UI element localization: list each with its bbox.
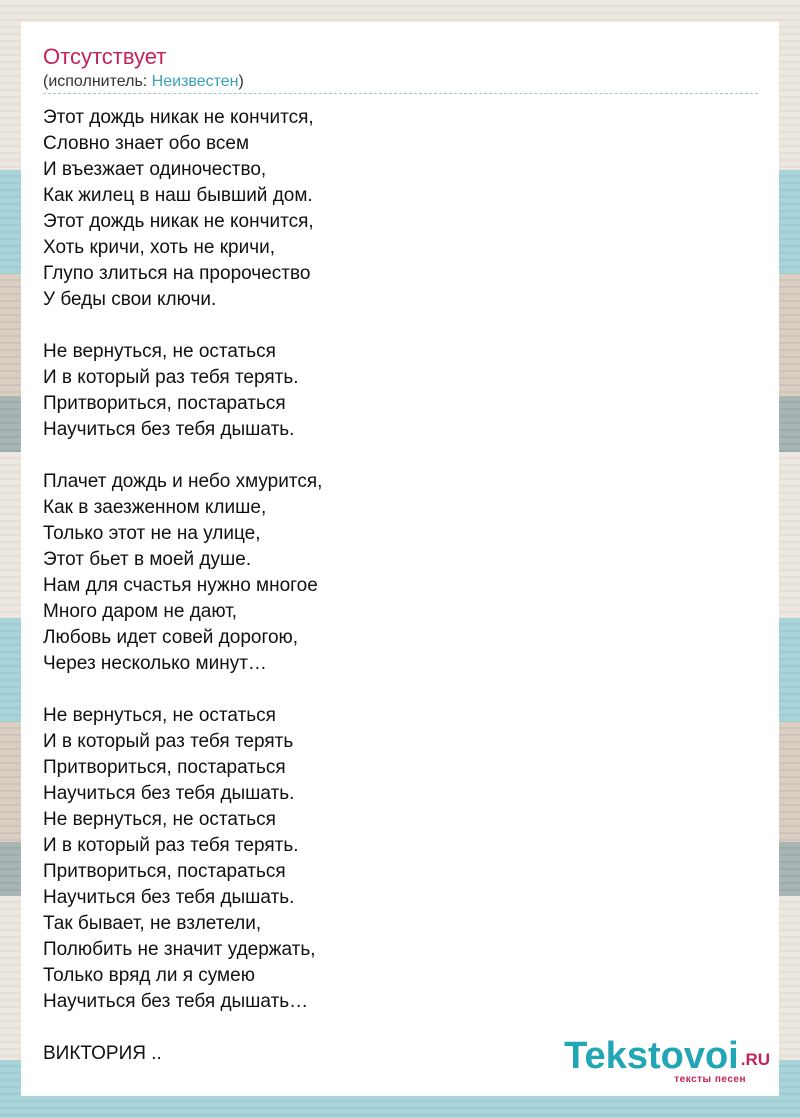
lyric-line: Только этот не на улице, xyxy=(43,523,261,544)
lyric-line: Притвориться, постараться xyxy=(43,393,286,414)
artist-suffix: ) xyxy=(238,73,244,90)
lyric-line: Так бывает, не взлетели, xyxy=(43,913,262,934)
lyric-line: И в который раз тебя терять xyxy=(43,731,294,752)
lyric-line: Словно знает обо всем xyxy=(43,133,250,154)
lyric-line: Научиться без тебя дышать. xyxy=(43,783,295,804)
lyric-line: Только вряд ли я сумею xyxy=(43,965,255,986)
tekstovoi-logo[interactable] xyxy=(560,1034,770,1096)
lyric-line: Глупо злиться на пророчество xyxy=(43,263,311,284)
lyric-line: Этот бьет в моей душе. xyxy=(43,549,252,570)
artist-line xyxy=(43,72,244,92)
lyrics-sheet xyxy=(21,22,779,1096)
logo-name: Tekstovoi xyxy=(564,1035,739,1077)
stanza-gap xyxy=(43,677,322,703)
lyric-line: Научиться без тебя дышать. xyxy=(43,887,295,908)
lyric-line: Притвориться, постараться xyxy=(43,861,286,882)
lyrics-footer: ВИКТОРИЯ .. xyxy=(43,1043,162,1064)
artist-prefix: (исполнитель: xyxy=(43,73,152,90)
lyric-line: И в который раз тебя терять. xyxy=(43,835,299,856)
lyric-line: Плачет дождь и небо хмурится, xyxy=(43,471,323,492)
lyric-line: Много даром не дают, xyxy=(43,601,238,622)
lyric-line: Хоть кричи, хоть не кричи, xyxy=(43,237,275,258)
lyric-line: Любовь идет совей дорогою, xyxy=(43,627,299,648)
lyric-line: Как в заезженном клише, xyxy=(43,497,267,518)
lyric-line: Научиться без тебя дышать. xyxy=(43,419,295,440)
lyric-line: Научиться без тебя дышать… xyxy=(43,991,309,1012)
stanza-gap xyxy=(43,1015,322,1041)
lyric-line: И в который раз тебя терять. xyxy=(43,367,299,388)
lyric-line: Не вернуться, не остаться xyxy=(43,341,276,362)
logo-tld: .RU xyxy=(740,1050,770,1069)
lyric-line: И въезжает одиночество, xyxy=(43,159,267,180)
lyric-line: Не вернуться, не остаться xyxy=(43,705,276,726)
lyric-line: У беды свои ключи. xyxy=(43,289,217,310)
lyric-line: Этот дождь никак не кончится, xyxy=(43,107,314,128)
lyric-line: Как жилец в наш бывший дом. xyxy=(43,185,313,206)
lyric-line: Не вернуться, не остаться xyxy=(43,809,276,830)
header-divider xyxy=(43,93,758,94)
lyric-line: Через несколько минут… xyxy=(43,653,267,674)
stanza-gap xyxy=(43,313,322,339)
lyric-line: Нам для счастья нужно многое xyxy=(43,575,318,596)
stanza-gap xyxy=(43,443,322,469)
artist-link[interactable]: Неизвестен xyxy=(151,73,239,90)
lyrics-body xyxy=(43,105,322,1067)
lyric-line: Притвориться, постараться xyxy=(43,757,286,778)
song-title: Отсутствует xyxy=(43,44,167,69)
lyric-line: Этот дождь никак не кончится, xyxy=(43,211,314,232)
lyric-line: Полюбить не значит удержать, xyxy=(43,939,316,960)
logo-tagline: тексты песен xyxy=(674,1074,746,1085)
